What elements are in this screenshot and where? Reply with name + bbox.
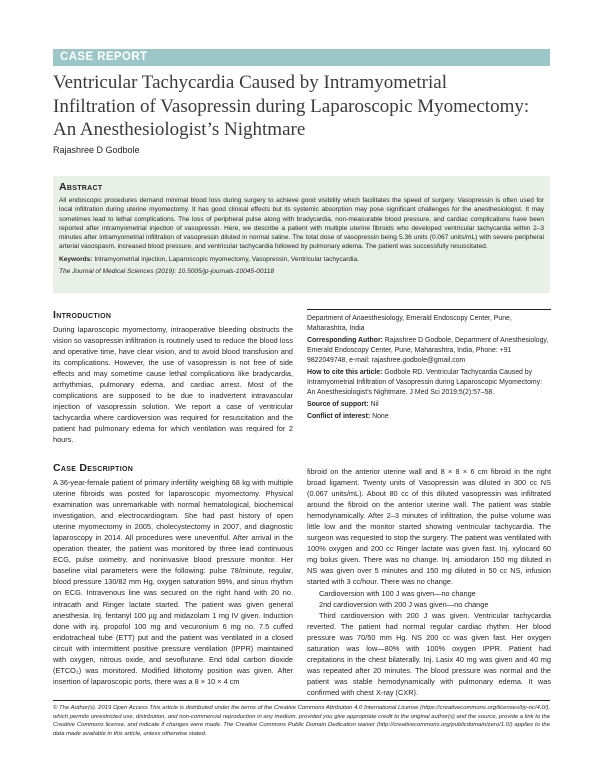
support-text: Nil [370, 401, 379, 408]
case-continued-text: fibroid on the anterior uterine wall and 8 × 8 × 6 cm fibroid in the right broad ligament. Twenty units of Vasopressin was diluted in 300 cc NS (0.067 units/mL). About 80 cc of this diluted vasopressin was infiltrated around the fibroid on the anterior uterine wall. The patient was stable hemodynamically. After 2–3 minutes of infiltration, the pulse volume was little low and the monitor started showing ventricular tachycardia. The surgeon was requested to stop the surgery. The patient was ventilated with 100% oxygen and 200 cc Ringer lactate was given fast. Inj. xylocard 60 mg bolus given. There was no change. Inj. amiodaron 150 mg diluted in NS was given over 5 minutes and 150 mg diluted in 50 cc NS, infusion started with 3 cc/hour. There was no change. [307, 467, 551, 587]
cite-text: Godbole RD. Ventricular Tachycardia Caused by Intramyometrial Infiltration of Vasopressin during Laparoscopic Myomectomy: An Anesthesiologist’s Nightmare. J Med Sci 2019;5(2):57–58. [307, 369, 543, 396]
corresponding-text: Rajashree D Godbole, Department of Anesthesiology, Emerald Endoscopy Center, Pune, Maharashtra, India, Phone: +91 9822049748, e-mail: rajashree.godbole@gmail.com [307, 337, 549, 364]
journal-citation [59, 267, 544, 276]
abstract-box [53, 176, 550, 293]
how-to-cite [307, 368, 551, 398]
divider [307, 309, 551, 310]
keywords [59, 255, 544, 264]
author-info-section [307, 309, 551, 424]
introduction-text: During laparoscopic myomectomy, intraoperative bleeding obstructs the vision so vasopressin infiltration is routinely used to reduce the blood loss and operative time, have clear vision, and to avoid blood transfusion and its complications. However, the use of vasopressin is not free of side effects and may sometime cause lethal complications like bradycardia, arrhythmias, pulmonary edema, and cardiac arrest. Most of the complications are supposed to be due to inadvertent intravascular injection of vasopressin solution. We report a case of ventricular tachycardia where cardioversion was required for resuscitation and the patient had pulmonary edema for which ventilation was required for 2 hours. [53, 325, 293, 445]
conflict-label: Conflict of interest: [307, 413, 371, 420]
conflict-of-interest [307, 412, 551, 422]
footer-divider [53, 700, 550, 701]
abstract-heading: Abstract [59, 181, 103, 193]
case-description-continued [307, 466, 551, 698]
source-of-support [307, 400, 551, 410]
support-label: Source of support: [307, 401, 369, 408]
case-description-heading: Case Description [53, 462, 134, 474]
case-description-text: A 36-year-female patient of primary infertility weighing 68 kg with multiple uterine fibroids was posted for laparoscopic myomectomy. Physical examination was unremarkable with normal hematological, biochemical investigation, and electrocardiogram. She had past history of open uterine myomectomy in 2005, cholecystectomy in 2007, and diagnostic laparoscopy in 2014. All procedures were uneventful. After arrival in the operation theater, the patient was monitored by three lead continuous ECG, pulse oximetry, and noninvasive blood pressure monitor. Her baseline vital parameters were the following: pulse 78/minute, regular, blood pressure 130/82 mm Hg, oxygen saturation 99%, and sinus rhythm on ECG. Intravenous line was secured on the right hand with 20 no. intracath and Ringer lactate started. The patient was given general anesthesia. Inj. fentanyl 100 µg and midazolam 1 mg IV given. Induction done with inj. propofol 100 mg and vecuronium 6 mg no. 7.5 cuffed endotracheal tube (ETT) put and the patient was ventilated in a closed circuit with intermittent positive pressure ventilation (IPPR) maintained with oxygen, nitrous oxide, and sevoflurane. End tidal carbon dioxide (ETCO₂) was monitored. Modified lithotomy position was given. After insertion of laparoscopic ports, there was a 8 × 10 × 4 cm [53, 478, 293, 686]
cardioversion-2: 2nd cardioversion with 200 J was given—no change [319, 599, 489, 609]
keywords-text: Intramyometrial injection, Laparoscopic myomectomy, Vasopressin, Ventricular tachycardia. [94, 255, 359, 263]
author-name: Rajashree D Godbole [53, 145, 140, 155]
case-description-section [53, 462, 293, 687]
corresponding-label: Corresponding Author: [307, 337, 383, 344]
page-top-margin [0, 0, 600, 34]
cardioversion-1: Cardioversion with 100 J was given—no change [319, 588, 476, 598]
journal-citation-text: The Journal of Medical Sciences (2019): 10.5005/jp-journals-10045-00118 [59, 268, 274, 276]
case-outcome-text: Third cardioversion with 200 J was given. Ventricular tachycardia reverted. The patient had normal regular cardiac rhythm. Her blood pressure was 70/50 mm Hg. NS 200 cc was given fast. Her oxygen saturation was low—80% with 100% oxygen IPPR. Patient had crepitations in the chest bilaterally. Inj. Lasix 40 mg was given and 40 mg was repeated after 20 minutes. The blood pressure was normal and the patient was stable hemodynamically with pulmonary edema. It was confirmed with chest X-ray (CXR). [307, 610, 551, 697]
department: Department of Anaesthesiology, Emerald Endoscopy Center, Pune, Maharashtra, India [307, 315, 512, 332]
article-title [53, 71, 553, 142]
title-line: Ventricular Tachycardia Caused by Intramyometrial [53, 72, 447, 93]
title-line: Infiltration of Vasopressin during Laparoscopic Myomectomy: [53, 95, 530, 117]
conflict-text: None [372, 413, 389, 420]
cite-label: How to cite this article: [307, 369, 383, 376]
introduction-heading: Introduction [53, 309, 112, 321]
author-info [307, 314, 551, 422]
corresponding-author [307, 336, 551, 366]
abstract-text: All endoscopic procedures demand minimal blood loss during surgery to achieve good visibility which facilitates the speed of surgery. Vasopressin is often used for local infiltration during uterine myomectomy. It has good clinical effects but its systemic absorption may pose significant challenges for the anesthesiologist. It may sometimes lead to lethal complications. The loss of peripheral pulse along with bradycardia, non-measurable blood pressure, and cardiac complications have been reported after intramyometrial injection of vasopressin. Here, we describe a patient with multiple uterine fibroids who developed ventricular tachycardia within 2–3 minutes after intramyometrial infiltration of vasopressin diluted in normal saline. The total dose of vasopressin being 5.36 units (0.067 units/mL) with severe peripheral arterial vasospasm, increased blood pressure, and ventricular tachycardia followed by pulmonary edema. The patient was successfully resuscitated. [59, 197, 544, 251]
keywords-label: Keywords: [59, 255, 93, 263]
license-footer: © The Author(s). 2019 Open Access This article is distributed under the terms of the Creative Commons Attribution 4.0 International License (https://creativecommons.org/licenses/by-nc/4.0/), which permits unrestricted use, distribution, and non-commercial reproduction in any medium, provided you give appropriate credit to the original author(s) and the source, provide a link to the Creative Commons license, and indicate if changes were made. The Creative Commons Public Domain Dedication waiver (http://creativecommons.org/publicdomain/zero/1.0/) applies to the data made available in this article, unless otherwise stated. [53, 705, 550, 737]
case-report-badge: CASE REPORT [53, 49, 550, 66]
title-line: An Anesthesiologist’s Nightmare [53, 119, 306, 140]
introduction-section [53, 309, 293, 446]
